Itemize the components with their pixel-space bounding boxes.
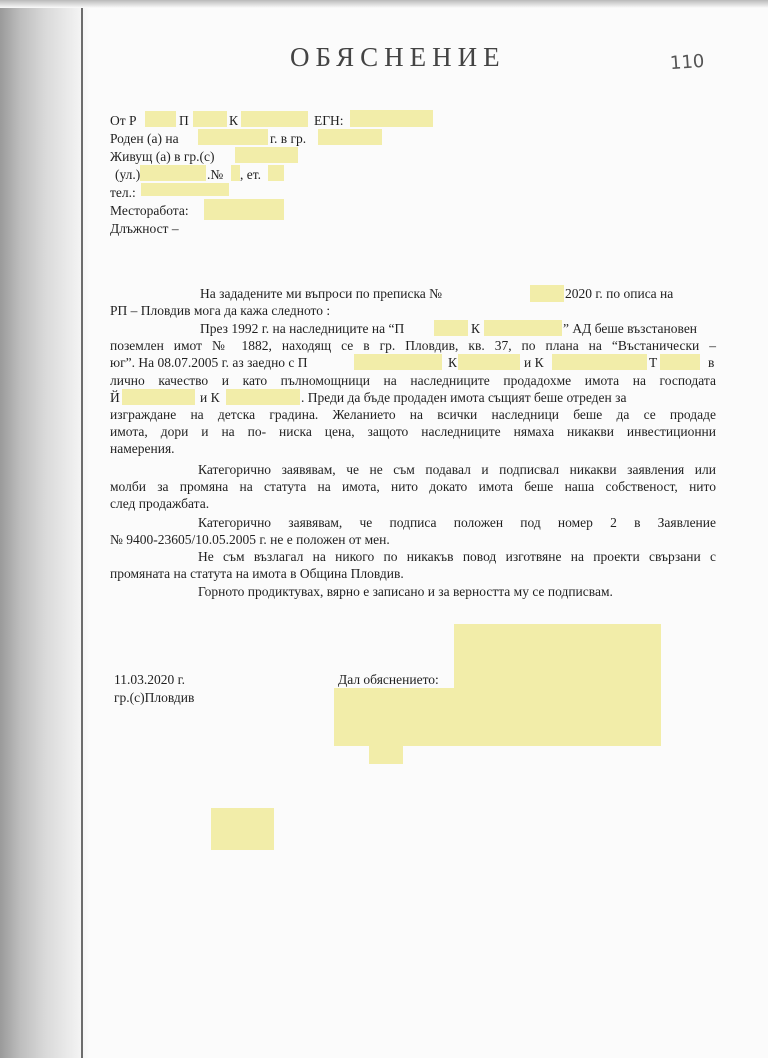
statement-text: молби за промяна на статута на имота, нито докато имота беше наша собственост, нито bbox=[110, 479, 716, 495]
property-text: поземлен имот № 1882, находящ се в гр. Пловдив, кв. 37, по плана на “Въстанически – bbox=[110, 338, 716, 354]
property-text: К bbox=[448, 355, 458, 371]
redaction-box bbox=[235, 147, 298, 163]
property-text: Й bbox=[110, 389, 120, 405]
number-label: .№ bbox=[207, 167, 224, 182]
property-text: К bbox=[471, 321, 481, 336]
handwritten-page-number: 110 bbox=[669, 50, 706, 75]
property-text: намерения. bbox=[110, 441, 175, 457]
document-date: 11.03.2020 г. bbox=[114, 672, 186, 687]
scan-binding-line bbox=[81, 0, 83, 1058]
born-label: Роден (а) на bbox=[110, 131, 179, 146]
redaction-box bbox=[122, 389, 195, 405]
signed-by-label: Дал обяснението: bbox=[338, 672, 439, 687]
redaction-box bbox=[354, 354, 442, 370]
intro-text-b: 2020 г. по опиcа на bbox=[565, 286, 674, 301]
statement-text: № 9400-23605/10.05.2005 г. не е положен от мен. bbox=[110, 532, 390, 548]
intro-text-a: На зададените ми въпроси по преписка № bbox=[200, 286, 443, 301]
from-initial-p: П bbox=[179, 113, 189, 128]
phone-label: тел.: bbox=[110, 185, 136, 200]
redaction-box bbox=[198, 129, 268, 145]
redaction-box bbox=[530, 285, 564, 302]
redaction-box bbox=[226, 389, 300, 405]
redaction-box bbox=[484, 320, 562, 336]
paragraph-statement-2 bbox=[110, 514, 716, 548]
street-label: (ул.) bbox=[115, 167, 141, 182]
position-label: Длъжност – bbox=[110, 221, 179, 236]
signature-redaction bbox=[334, 688, 456, 746]
redaction-box bbox=[193, 111, 227, 127]
signature-redaction bbox=[369, 744, 403, 764]
paragraph-statement-1 bbox=[110, 461, 716, 513]
statement-text: промяната на статута на имота в Община Пловдив. bbox=[110, 566, 404, 582]
redaction-box bbox=[660, 354, 700, 370]
redaction-box bbox=[140, 165, 206, 181]
egn-label: ЕГН: bbox=[314, 113, 344, 128]
redaction-box bbox=[350, 110, 433, 127]
redaction-box bbox=[145, 111, 176, 127]
document-place: гр.(с)Пловдив bbox=[114, 690, 195, 705]
redaction-box bbox=[318, 129, 382, 145]
redaction-box bbox=[204, 199, 284, 220]
statement-text: Не съм възлагал на никого по никакъв повод изготвяне на проекти свързани с bbox=[198, 549, 716, 564]
redaction-box bbox=[241, 111, 308, 127]
paragraph-statement-3 bbox=[110, 548, 716, 582]
property-text: в bbox=[708, 355, 715, 371]
redaction-box bbox=[458, 354, 520, 370]
redaction-box bbox=[268, 165, 284, 181]
paragraph-closing bbox=[110, 583, 716, 600]
closing-text: Горното продиктувах, вярно е записано и за верността му се подписвам. bbox=[198, 584, 613, 599]
floor-label: , ет. bbox=[240, 167, 262, 182]
statement-text: Категорично заявявам, че подписа положен под номер 2 в Заявление bbox=[198, 515, 716, 530]
from-label: От Р bbox=[110, 113, 137, 128]
lives-label: Живущ (а) в гр.(с) bbox=[110, 149, 215, 164]
redaction-box bbox=[231, 165, 240, 181]
property-text: юг”. На 08.07.2005 г. аз заедно с П bbox=[110, 355, 308, 371]
stamp-redaction bbox=[211, 808, 274, 850]
statement-text: след продажбата. bbox=[110, 496, 210, 512]
paragraph-property bbox=[110, 320, 716, 458]
property-text: и К bbox=[524, 355, 544, 371]
scan-shadow-top bbox=[0, 0, 768, 8]
paragraph-intro bbox=[110, 285, 716, 319]
redaction-box bbox=[434, 320, 468, 336]
from-initial-k: К bbox=[229, 113, 239, 128]
property-text: имота, дори и на по- ниска цена, защото наследниците нямаха никакви инвестиционни bbox=[110, 424, 716, 440]
property-text: Т bbox=[649, 355, 658, 371]
property-text: изграждане на детска градина. Желанието на всички наследници беше да се продаде bbox=[110, 406, 716, 422]
redaction-box bbox=[141, 183, 229, 196]
intro-text-line2: РП – Пловдив мога да кажа следното : bbox=[110, 303, 331, 319]
signature-redaction bbox=[454, 624, 661, 746]
property-text: През 1992 г. на наследниците на “П bbox=[200, 321, 405, 336]
work-label: Месторабота: bbox=[110, 203, 189, 218]
property-text: лично качество и като пълномощници на наследниците продадохме имота на господата bbox=[110, 372, 716, 388]
property-text: ” АД беше възстановен bbox=[563, 321, 698, 336]
statement-text: Категорично заявявам, че не съм подавал и подписвал никакви заявления или bbox=[198, 462, 716, 477]
property-text: и К bbox=[200, 389, 220, 405]
scan-shadow-left bbox=[0, 0, 90, 1058]
redaction-box bbox=[552, 354, 647, 370]
document-title: ОБЯСНЕНИЕ bbox=[290, 42, 506, 72]
property-text: . Преди да бъде продаден имота същият беше отреден за bbox=[301, 389, 627, 405]
born-place-label: г. в гр. bbox=[270, 131, 307, 146]
